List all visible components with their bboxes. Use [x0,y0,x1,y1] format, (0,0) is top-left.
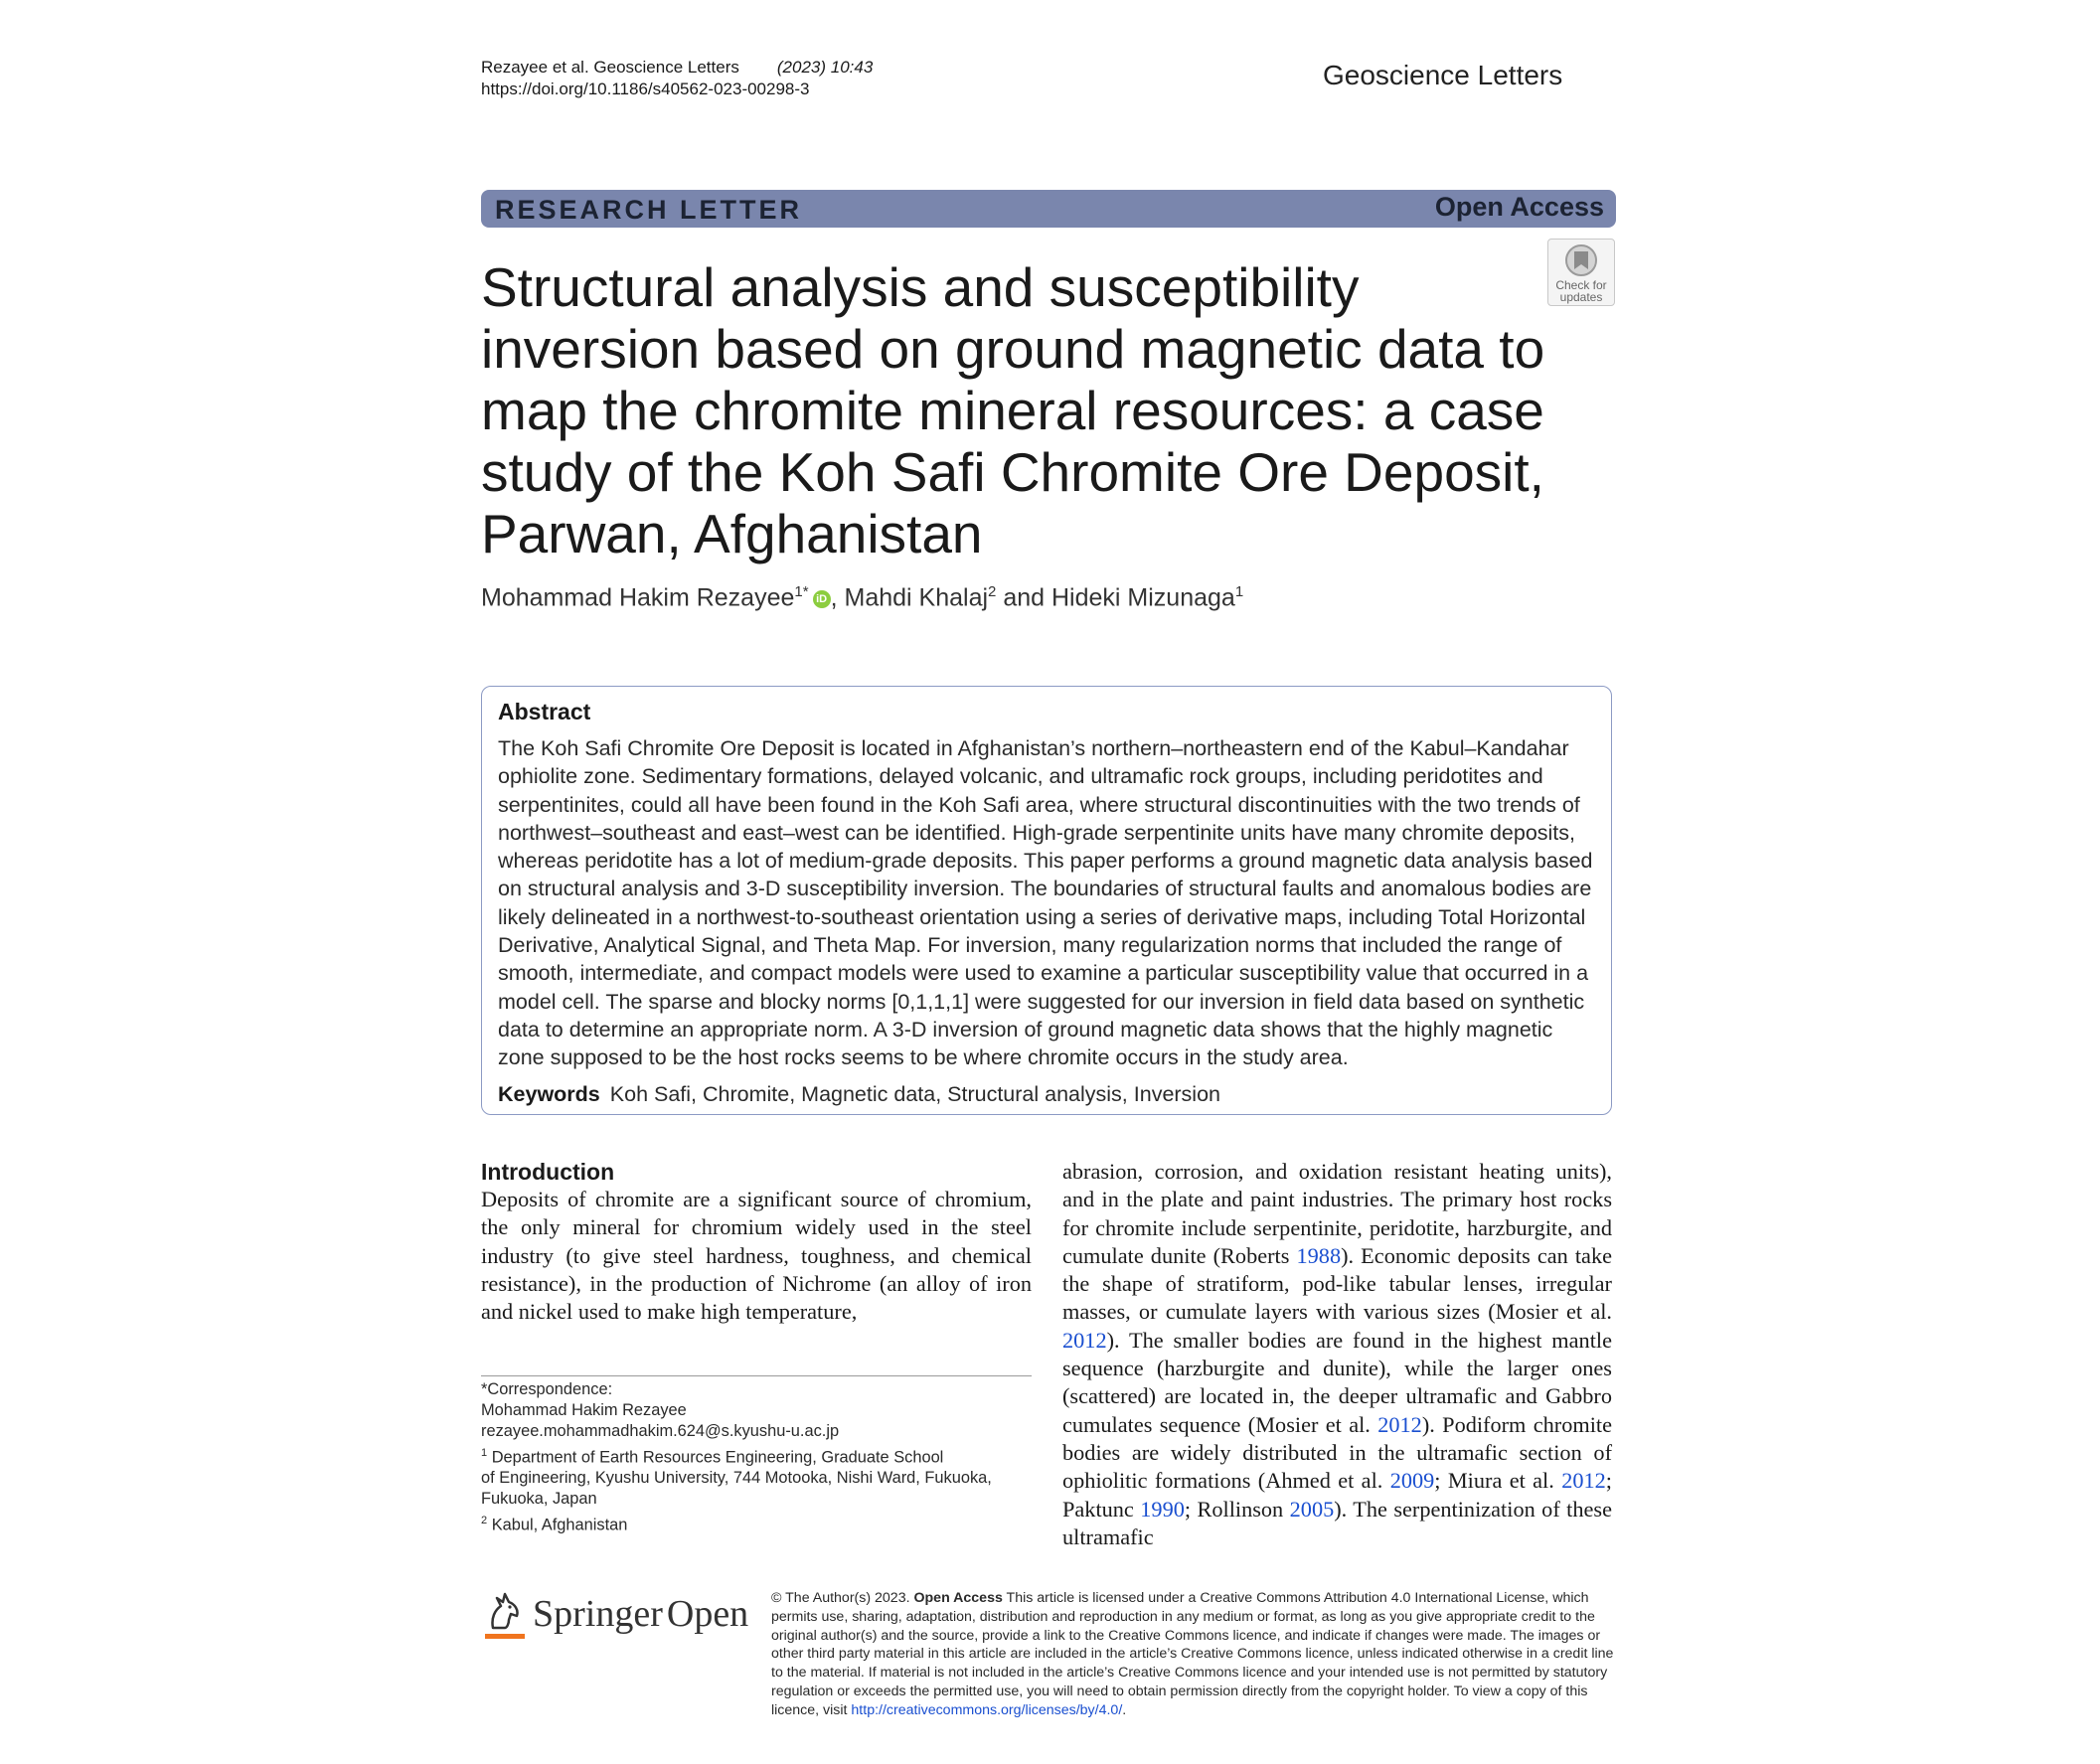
author-1[interactable]: Mohammad Hakim Rezayee [481,583,795,612]
citation-link[interactable]: 1988 [1296,1242,1342,1268]
affiliation-1-number: 1 [481,1446,488,1459]
introduction-heading: Introduction [481,1159,615,1185]
springer-open-wordmark [533,1592,748,1636]
intro-text-segment: ; Miura et al. [1434,1468,1562,1494]
introduction-left-column: Deposits of chromite are a significant source of chromium, the only mineral for chromium widely used in the steel industry (to give steel hardness, toughness, and chemical resistance), in the production of Nichrome (an alloy of iron and nickel used to make high temperature, [481,1187,1032,1325]
author-2-affiliation: 2 [988,583,997,600]
springer-word: Springer [533,1593,663,1635]
open-access-label: Open Access [1434,192,1604,222]
intro-text-segment: ). The serpentinization of these ultramafic [1062,1496,1612,1549]
article-type-banner [481,190,1616,228]
citation-link[interactable]: 2012 [1062,1327,1107,1353]
abstract-heading: Abstract [498,699,591,724]
author-2[interactable]: Mahdi Khalaj [844,583,989,612]
springer-open-logo [481,1588,749,1638]
affiliation-1-line: Department of Earth Resources Engineering, Graduate School [491,1448,944,1467]
abstract-box [481,686,1612,1115]
affiliation-1-line-2: of Engineering, Kyushu University, 744 Motooka, Nishi Ward, Fukuoka, [481,1469,992,1488]
license-line-1 [771,1589,1612,1608]
license-statement [771,1589,1612,1720]
open-access-bold: Open Access [913,1590,1003,1606]
correspondence-email[interactable]: rezayee.mohammadhakim.624@s.kyushu-u.ac.jp [481,1422,840,1441]
correspondence-footnotes [481,1379,1038,1535]
citation-link[interactable]: 2012 [1561,1468,1606,1494]
affiliation-1 [481,1443,1038,1469]
citation-link[interactable]: 2005 [1289,1496,1335,1522]
article-title: Structural analysis and susceptibility inversion based on ground magnetic data to map the chromite mineral resources: a case study of the Koh Safi Chromite Ore Deposit, Parwan, Afghanistan [481,256,1545,564]
license-text: . [1122,1701,1127,1718]
author-conjunction: and [1003,583,1046,612]
check-updates-line1: Check for [1555,278,1607,292]
open-word: Open [666,1593,749,1635]
copyright-text: © The Author(s) 2023. [771,1590,914,1606]
abstract-text: The Koh Safi Chromite Ore Deposit is located in Afghanistan’s northern–northeastern end of the Kabul–Kandahar ophiolite zone. Sedimentary formations, delayed volcanic, and ultramafic rock groups, including peridotites and serpentinites, could all have been found in the Koh Safi area, where structural discontinuities with the two trends of northwest–southeast and east–west can be identified. High-grade serpentinite units have many chromite deposits, whereas peridotite has a lot of medium-grade deposits. This paper performs a ground magnetic data analysis based on structural analysis and 3-D susceptibility inversion. The boundaries of structural faults and anomalous bodies are likely delineated in a northwest-to-southeast orientation using a series of derivative maps, including Total Horizontal Derivative, Analytical Signal, and Theta Map. For inversion, many regularization norms that included the range of smooth, intermediate, and compact models were used to examine a particular susceptibility value that occurred in a model cell. The sparse and blocky norms [0,1,1,1] were suggested for our inversion in field data based on synthetic data to determine an appropriate norm. A 3-D inversion of ground magnetic data shows that the highly magnetic zone supposed to be the host rocks seems to be where chromite occurs in the study area. [498,736,1593,1070]
orcid-icon[interactable]: iD [813,590,831,608]
keywords [498,1082,1220,1107]
journal-brand: Geoscience Letters [1323,60,1563,90]
article-type-label: RESEARCH LETTER [495,195,803,225]
author-3-affiliation: 1 [1234,583,1244,600]
license-line-5: to the material. If material is not included in the article’s Creative Commons licence and your intended use is not permitted by statutory [771,1665,1608,1682]
check-updates-line2: updates [1559,290,1603,304]
license-url-link[interactable]: http://creativecommons.org/licenses/by/4.0/ [851,1701,1123,1718]
author-list: Mohammad Hakim Rezayee$^{1*}$ iD , Mahdi Khalaj$^2$ and Hideki Mizunaga$^1$ [481,583,1244,612]
author-1-affiliation: 1* [794,583,809,600]
intro-text-segment: ). The smaller bodies are found in the highest mantle sequence (harzburgite and dunite), while the larger ones (scattered) are located in, the deeper ultramafic and Gabbro cumulates sequence (Mosier et al. [1062,1327,1612,1437]
springer-horse-icon [483,1588,527,1634]
citation-link[interactable]: 2012 [1377,1411,1422,1437]
doi-link[interactable]: https://doi.org/10.1186/s40562-023-00298-3 [481,80,810,98]
affiliation-2 [481,1511,1038,1536]
journal-citation-text: Rezayee et al. Geoscience Letters [481,58,739,77]
intro-text-segment: ). Podiform chromite bodies are widely distributed in the ultramafic section of ophiolitic formations (Ahmed et al. [1062,1411,1612,1494]
springer-accent-bar [485,1634,525,1639]
license-line-7 [771,1701,1612,1720]
author-3[interactable]: Hideki Mizunaga [1051,583,1235,612]
keywords-label: Keywords [498,1082,600,1106]
intro-text-segment: abrasion, corrosion, and oxidation resistant heating units), and in the plate and paint industries. The primary host rocks for chromite include serpentinite, peridotite, harzburgite, and cumulate dunite (Roberts [1062,1159,1612,1268]
license-line-4: other third party material in this article are included in the article’s Creative Commons licence, unless indicated otherwise in a credit line [771,1646,1614,1663]
intro-text-segment: ; Paktunc [1062,1468,1612,1522]
keywords-list: Koh Safi, Chromite, Magnetic data, Structural analysis, Inversion [609,1082,1220,1106]
footnote-divider [481,1375,1032,1376]
license-text: This article is licensed under a Creative Commons Attribution 4.0 International License, which [1002,1590,1589,1606]
citation-link[interactable]: 1990 [1140,1496,1185,1522]
license-text: licence, visit [771,1701,852,1718]
intro-text-segment: ; Rollinson [1184,1496,1290,1522]
intro-text-segment: ). Economic deposits can take the shape of stratiform, pod-like tabular lenses, irregular masses, or cumulate layers with various sizes (Mosier et al. [1062,1242,1612,1325]
journal-citation [481,58,873,78]
license-line-2: permits use, sharing, adaptation, distribution and reproduction in any medium or format, as long as you give appropriate credit to the [771,1608,1595,1625]
affiliation-2-line: Kabul, Afghanistan [491,1516,628,1534]
affiliation-1-line-3: Fukuoka, Japan [481,1490,597,1509]
correspondence-name: Mohammad Hakim Rezayee [481,1401,687,1420]
citation-link[interactable]: 2009 [1389,1468,1435,1494]
license-line-3: original author(s) and the source, provide a link to the Creative Commons licence, and indicate if changes were made. The images or [771,1627,1601,1644]
affiliation-2-number: 2 [481,1514,488,1526]
license-line-6: regulation or exceeds the permitted use, you will need to obtain permission directly from the copyright holder. To view a copy of this [771,1683,1588,1699]
introduction-right-column [1062,1158,1612,1551]
year-volume: (2023) 10:43 [776,58,874,77]
correspondence-label: *Correspondence: [481,1380,613,1398]
